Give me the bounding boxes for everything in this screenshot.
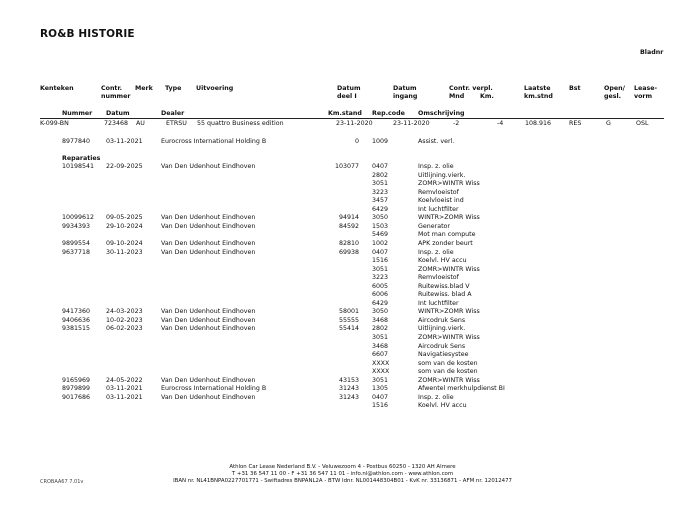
repair-item-description: Koelvl. HV accu: [418, 402, 467, 410]
repair-nummer: 9381515: [62, 325, 91, 333]
section-label-reparaties: Reparaties: [62, 155, 101, 162]
repair-kmstand: 69938: [338, 248, 359, 256]
repair-item-code: 1503: [372, 222, 389, 230]
repair-datum: 10-02-2023: [106, 316, 143, 324]
repair-item-description: APK zonder beurt: [418, 239, 473, 247]
repair-kmstand: 94914: [338, 214, 359, 222]
repair-item-description: Int luchtfilter: [418, 299, 459, 307]
header-contr-verpl: Contr. verpl.: [449, 85, 493, 92]
repair-item-description: Koelvloeist ind: [418, 197, 464, 205]
repair-dealer: Van Den Udenhout Eindhoven: [161, 222, 256, 230]
repair-item-code: 1516: [372, 257, 389, 265]
row-datum: 03-11-2021: [106, 138, 143, 145]
repair-item-description: Insp. z. olie: [418, 393, 454, 401]
vehicle-contract: 723468: [104, 120, 129, 127]
vehicle-mnd: -2: [453, 120, 460, 127]
repair-item-description: ZOMR>WINTR Wiss: [418, 265, 480, 273]
repair-item-code: 3050: [372, 308, 389, 316]
repair-item-code: 1002: [372, 239, 389, 247]
repair-item-description: Insp. z. olie: [418, 248, 454, 256]
repair-nummer: 10198541: [62, 163, 95, 170]
repair-item-code: 2802: [372, 171, 389, 179]
repair-nummer: 9417360: [62, 308, 91, 316]
repair-item-description: som van de kosten: [418, 359, 478, 367]
repair-datum: 03-11-2021: [106, 393, 143, 401]
repair-item-description: Mot man compute: [418, 231, 476, 239]
repair-dealer: Van Den Udenhout Eindhoven: [161, 376, 256, 384]
header-type: Type: [165, 85, 182, 92]
repair-nummer: 9406636: [62, 316, 91, 324]
header-datum-deel: Datum: [337, 85, 361, 92]
header-mnd: Mnd: [449, 93, 465, 100]
repair-kmstand: 31243: [338, 385, 359, 393]
repair-item-code: 3051: [372, 180, 389, 188]
repair-nummer: 9934393: [62, 222, 91, 230]
header-ingang: ingang: [393, 93, 418, 100]
row-nummer: 8977840: [62, 138, 91, 145]
repair-item-code: 1516: [372, 402, 389, 410]
repair-item-description: Afwentel merkhulpdienst BI: [418, 385, 505, 393]
repair-datum: 03-11-2021: [106, 385, 143, 393]
row-kmstand: 0: [354, 138, 359, 145]
repair-item-code: 5469: [372, 231, 389, 239]
vehicle-open-gesl: G: [606, 120, 611, 127]
repair-item-description: Int luchtfilter: [418, 205, 459, 213]
header-repcode: Rep.code: [372, 110, 405, 117]
page-number-label: Bladnr: [640, 49, 664, 56]
header-km: Km.: [480, 93, 494, 100]
repair-datum: 24-05-2022: [106, 376, 143, 384]
repair-nummer: 9017686: [62, 393, 91, 401]
repair-datum: 22-09-2025: [106, 163, 143, 170]
repair-item-code: 3050: [372, 214, 389, 222]
repair-dealer: Van Den Udenhout Eindhoven: [161, 163, 256, 170]
repair-item-description: ZOMR>WINTR Wiss: [418, 180, 480, 188]
footer-contact: T +31 36 547 11 00 - F +31 36 547 11 01 - info.nl@athlon.com - www.athlon.com: [231, 471, 454, 477]
repair-item-description: Remvloeistof: [418, 188, 459, 196]
header-nummer-col: Nummer: [62, 110, 93, 117]
vehicle-bst: RES: [569, 120, 582, 127]
repair-datum: 06-02-2023: [106, 325, 143, 333]
repair-datum: 29-10-2024: [106, 222, 143, 230]
repair-item-code: 6005: [372, 282, 389, 290]
header-deel: deel I: [337, 93, 357, 100]
repair-item-code: 2802: [372, 325, 389, 333]
repair-item-description: som van de kosten: [418, 368, 478, 376]
header-dealer: Dealer: [161, 110, 185, 117]
vehicle-datum-deel: 23-11-2020: [336, 120, 373, 127]
header-lease: Lease-: [634, 85, 658, 92]
repair-item-description: Aircodruk Sens: [418, 342, 466, 350]
repair-item-code: 6006: [372, 291, 389, 299]
header-kmstnd: km.stnd: [524, 93, 553, 100]
repair-item-code: 6429: [372, 205, 389, 213]
repair-item-description: Remvloeistof: [418, 274, 459, 282]
repair-nummer: 9637718: [62, 248, 91, 256]
header-nummer: nummer: [101, 93, 131, 100]
row-repcode: 1009: [372, 138, 389, 145]
repair-dealer: Van Den Udenhout Eindhoven: [161, 316, 256, 324]
vehicle-lease-vorm: OSL: [636, 120, 649, 127]
repair-nummer: 9899554: [62, 239, 91, 247]
repair-dealer: Van Den Udenhout Eindhoven: [161, 308, 256, 316]
header-datum: Datum: [106, 110, 130, 117]
repair-dealer: Van Den Udenhout Eindhoven: [161, 214, 256, 222]
header-vorm: vorm: [634, 93, 653, 100]
header-gesl: gesl.: [604, 93, 622, 100]
repair-kmstand: 31243: [338, 393, 359, 401]
repair-item-code: 3223: [372, 274, 389, 282]
repair-item-description: WINTR>ZOMR Wiss: [418, 308, 480, 316]
repair-item-code: 3051: [372, 265, 389, 273]
repair-item-code: 0407: [372, 393, 389, 401]
repair-item-description: Uitlijning.vierk.: [418, 171, 466, 179]
row-dealer: Eurocross International Holding B: [161, 138, 267, 145]
vehicle-kenteken: K-099-BN: [40, 120, 69, 127]
repair-item-description: ZOMR>WINTR Wiss: [418, 334, 480, 341]
repair-item-description: Generator: [418, 222, 450, 230]
repair-item-description: WINTR>ZOMR Wiss: [418, 214, 480, 222]
repair-datum: 09-10-2024: [106, 239, 143, 247]
repair-item-code: 6607: [372, 351, 389, 359]
document-version: CROBAA67 7.01v: [40, 479, 84, 485]
repair-item-code: 6429: [372, 299, 389, 307]
row-omschrijving: Assist. verl.: [418, 138, 455, 145]
repair-item-description: Ruitewiss. blad A: [418, 291, 472, 299]
repair-datum: 30-11-2023: [106, 248, 143, 256]
header-laatste: Laatste: [524, 85, 551, 92]
header-datum-ingang: Datum: [393, 85, 417, 92]
header-kenteken: Kenteken: [40, 85, 74, 92]
repair-item-code: XXXX: [372, 359, 390, 367]
header-merk: Merk: [135, 85, 153, 92]
header-contr: Contr.: [101, 85, 123, 92]
vehicle-km: -4: [497, 120, 504, 127]
repair-item-description: Navigatiesystee: [418, 351, 469, 359]
repair-item-code: 0407: [372, 163, 389, 170]
repair-dealer: Van Den Udenhout Eindhoven: [161, 239, 256, 247]
repair-kmstand: 84592: [338, 222, 359, 230]
repair-item-code: 3051: [372, 334, 389, 341]
repair-item-code: XXXX: [372, 368, 390, 376]
repair-item-description: ZOMR>WINTR Wiss: [418, 376, 480, 384]
page-title: RO&B HISTORIE: [40, 28, 135, 40]
repair-item-description: Aircodruk Sens: [418, 316, 466, 324]
repair-dealer: Eurocross International Holding B: [161, 385, 267, 393]
header-open: Open/: [604, 85, 625, 92]
vehicle-datum-ingang: 23-11-2020: [393, 120, 430, 127]
repair-item-code: 3051: [372, 376, 389, 384]
repair-kmstand: 55555: [338, 316, 359, 324]
header-uitvoering: Uitvoering: [196, 85, 234, 92]
footer-address: Athlon Car Lease Nederland B.V. - Veluwezoom 4 - Postbus 60250 - 1320 AH Almere: [229, 464, 456, 470]
vehicle-uitvoering: 55 quattro Business edition: [197, 120, 284, 127]
repair-item-description: Koelvl. HV accu: [418, 257, 467, 265]
repair-item-code: 3223: [372, 188, 389, 196]
repair-nummer: 10099612: [62, 214, 95, 222]
vehicle-merk: AU: [136, 120, 145, 127]
header-bst: Bst: [569, 85, 581, 92]
repair-item-code: 3468: [372, 316, 389, 324]
repair-kmstand: 58001: [338, 308, 359, 316]
repair-item-description: Insp. z. olie: [418, 163, 454, 170]
repair-kmstand: 43153: [338, 376, 359, 384]
vehicle-laatste-km: 108.916: [525, 120, 552, 127]
repair-item-code: 0407: [372, 248, 389, 256]
header-omschrijving: Omschrijving: [418, 110, 465, 117]
header-kmstand: Km.stand: [328, 110, 362, 117]
repair-nummer: 9165969: [62, 376, 91, 384]
repair-item-description: Ruitewiss.blad V: [418, 282, 470, 290]
repair-kmstand: 82810: [338, 239, 359, 247]
vehicle-type: ETRSU: [166, 120, 187, 127]
repair-datum: 24-03-2023: [106, 308, 143, 316]
repair-dealer: Van Den Udenhout Eindhoven: [161, 248, 256, 256]
repair-item-description: Uitlijning.vierk.: [418, 325, 466, 333]
repair-item-code: 3457: [372, 197, 389, 205]
repair-kmstand: 103077: [334, 163, 359, 170]
repair-kmstand: 55414: [338, 325, 359, 333]
repair-nummer: 8979899: [62, 385, 91, 393]
repair-dealer: Van Den Udenhout Eindhoven: [161, 393, 256, 401]
repair-item-code: 1305: [372, 385, 389, 393]
repair-datum: 09-05-2025: [106, 214, 143, 222]
repair-item-code: 3468: [372, 342, 389, 350]
header-divider: [40, 118, 664, 119]
repair-dealer: Van Den Udenhout Eindhoven: [161, 325, 256, 333]
footer-registration: IBAN nr. NL41BNPA0227701771 - Swiftadres BNPANL2A - BTW Idnr. NL001448304B01 - KvK nr. 33136871 - AFM nr. 12012477: [173, 478, 512, 484]
